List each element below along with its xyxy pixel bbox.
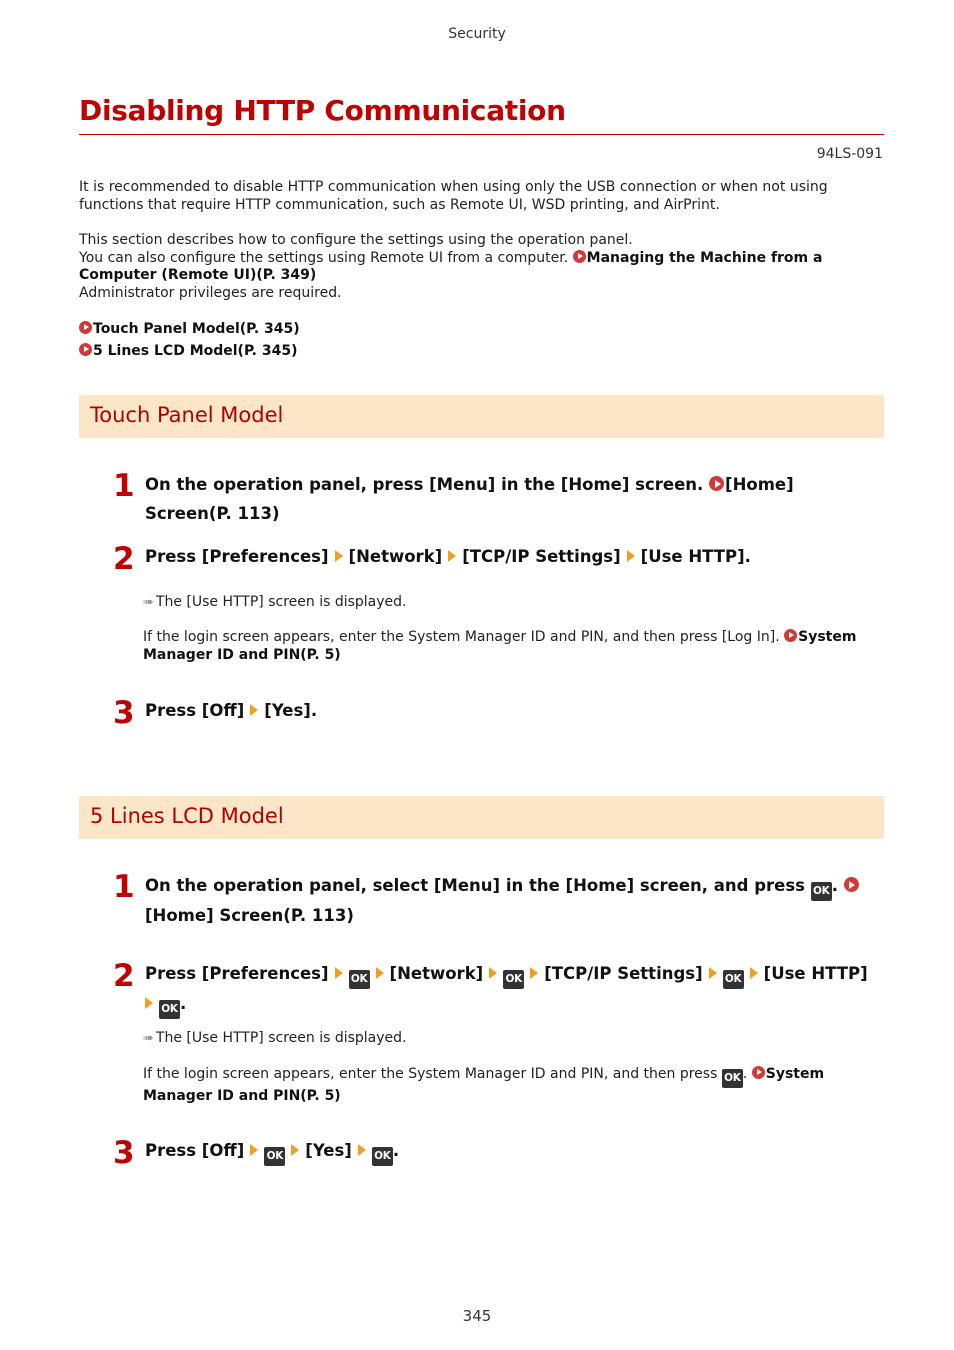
step-part: [Yes] xyxy=(305,1141,352,1160)
page-number: 345 xyxy=(462,1307,492,1325)
link-arrow-icon xyxy=(79,343,92,356)
section-header-5-lines-lcd xyxy=(79,796,884,839)
running-header: Security xyxy=(448,26,506,42)
note-text: If the login screen appears, enter the System Manager ID and PIN, and then press xyxy=(143,1066,718,1082)
period: . xyxy=(742,1066,748,1082)
link-arrow-icon xyxy=(573,250,586,263)
step-text xyxy=(145,542,875,571)
home-screen-link-label: [Home] Screen(P. 113) xyxy=(145,475,794,523)
link-arrow-icon xyxy=(752,1066,765,1079)
step-part: Press [Off] xyxy=(145,1141,245,1160)
period: . xyxy=(831,876,839,895)
link-arrow-icon xyxy=(844,877,859,892)
step-result xyxy=(143,594,406,610)
ok-key-icon: OK xyxy=(503,970,524,989)
next-arrow-icon xyxy=(709,967,717,979)
next-arrow-icon xyxy=(358,1144,366,1156)
ok-key-icon: OK xyxy=(372,1147,393,1166)
next-arrow-icon xyxy=(291,1144,299,1156)
step-note xyxy=(143,1066,873,1106)
step-number: 2 xyxy=(113,958,135,994)
step-part: Press [Preferences] xyxy=(145,964,329,983)
ok-key-icon: OK xyxy=(349,970,370,989)
ok-key-icon: OK xyxy=(159,1000,180,1019)
ok-key-icon: OK xyxy=(811,882,832,901)
step-text xyxy=(145,871,875,930)
next-arrow-icon xyxy=(489,967,497,979)
step-text xyxy=(145,696,875,725)
system-manager-link-label: System Manager ID and PIN(P. 5) xyxy=(143,629,857,663)
system-manager-link-label: System Manager ID and PIN(P. 5) xyxy=(143,1066,825,1104)
step-number: 1 xyxy=(113,869,135,905)
intro-paragraph-1: It is recommended to disable HTTP communication when using only the USB connection or when not using functions that require HTTP communication, such as Remote UI, WSD printing, and AirPrint. xyxy=(79,179,828,213)
ok-key-icon: OK xyxy=(723,970,744,989)
link-arrow-icon xyxy=(784,629,797,642)
ok-key-icon: OK xyxy=(264,1147,285,1166)
step-part: [Use HTTP]. xyxy=(640,547,751,566)
ok-key-icon: OK xyxy=(722,1069,743,1088)
next-arrow-icon xyxy=(145,997,153,1009)
remote-ui-link-label: Managing the Machine from a Computer (Remote UI)(P. 349) xyxy=(79,249,823,283)
step-instruction: On the operation panel, press [Menu] in the [Home] screen. xyxy=(145,475,704,494)
intro-line-2: You can also configure the settings using Remote UI from a computer. xyxy=(79,249,569,266)
document-id: 94LS-091 xyxy=(816,146,883,162)
step-text xyxy=(145,959,875,1019)
step-text xyxy=(145,1136,875,1166)
period: . xyxy=(392,1141,400,1160)
section-title: Touch Panel Model xyxy=(90,403,284,427)
step-part: [TCP/IP Settings] xyxy=(462,547,621,566)
toc-link-label: Touch Panel Model(P. 345) xyxy=(93,321,300,337)
link-arrow-icon xyxy=(709,476,724,491)
result-arrow-icon: ➠ xyxy=(143,1031,154,1046)
step-number: 2 xyxy=(113,541,135,577)
intro-line-3: Administrator privileges are required. xyxy=(79,284,342,301)
step-instruction: On the operation panel, select [Menu] in the [Home] screen, and press xyxy=(145,876,805,895)
step-part: [TCP/IP Settings] xyxy=(544,964,703,983)
result-text: The [Use HTTP] screen is displayed. xyxy=(155,1030,407,1046)
intro-line-1: This section describes how to configure the settings using the operation panel. xyxy=(79,232,633,248)
link-arrow-icon xyxy=(79,321,92,334)
title-rule xyxy=(79,134,884,135)
step-part: [Network] xyxy=(389,964,484,983)
step-part: [Use HTTP] xyxy=(763,964,868,983)
page-title: Disabling HTTP Communication xyxy=(79,94,566,127)
section-title: 5 Lines LCD Model xyxy=(90,804,284,828)
toc-list xyxy=(79,321,884,361)
step-part: Press [Preferences] xyxy=(145,547,329,566)
step-part: [Yes]. xyxy=(264,701,318,720)
next-arrow-icon xyxy=(335,967,343,979)
step-result xyxy=(143,1030,406,1046)
home-screen-link-label: [Home] Screen(P. 113) xyxy=(145,906,354,925)
period: . xyxy=(180,994,187,1013)
section-header-touch-panel xyxy=(79,395,884,438)
toc-link-5-lines-lcd[interactable] xyxy=(79,343,884,361)
note-text: If the login screen appears, enter the System Manager ID and PIN, and then press [Log In]. xyxy=(143,629,780,645)
next-arrow-icon xyxy=(250,1144,258,1156)
step-note xyxy=(143,629,873,664)
next-arrow-icon xyxy=(448,550,456,562)
result-arrow-icon: ➠ xyxy=(143,595,154,610)
step-number: 3 xyxy=(113,1135,135,1171)
step-number: 3 xyxy=(113,695,135,731)
next-arrow-icon xyxy=(250,704,258,716)
next-arrow-icon xyxy=(376,967,384,979)
step-part: [Network] xyxy=(348,547,443,566)
next-arrow-icon xyxy=(627,550,635,562)
toc-link-touch-panel[interactable] xyxy=(79,321,884,343)
next-arrow-icon xyxy=(750,967,758,979)
next-arrow-icon xyxy=(335,550,343,562)
next-arrow-icon xyxy=(530,967,538,979)
step-number: 1 xyxy=(113,468,135,504)
step-text xyxy=(145,470,875,528)
intro-paragraph-2 xyxy=(79,232,884,302)
toc-link-label: 5 Lines LCD Model(P. 345) xyxy=(93,343,298,359)
step-part: Press [Off] xyxy=(145,701,245,720)
result-text: The [Use HTTP] screen is displayed. xyxy=(155,594,407,610)
